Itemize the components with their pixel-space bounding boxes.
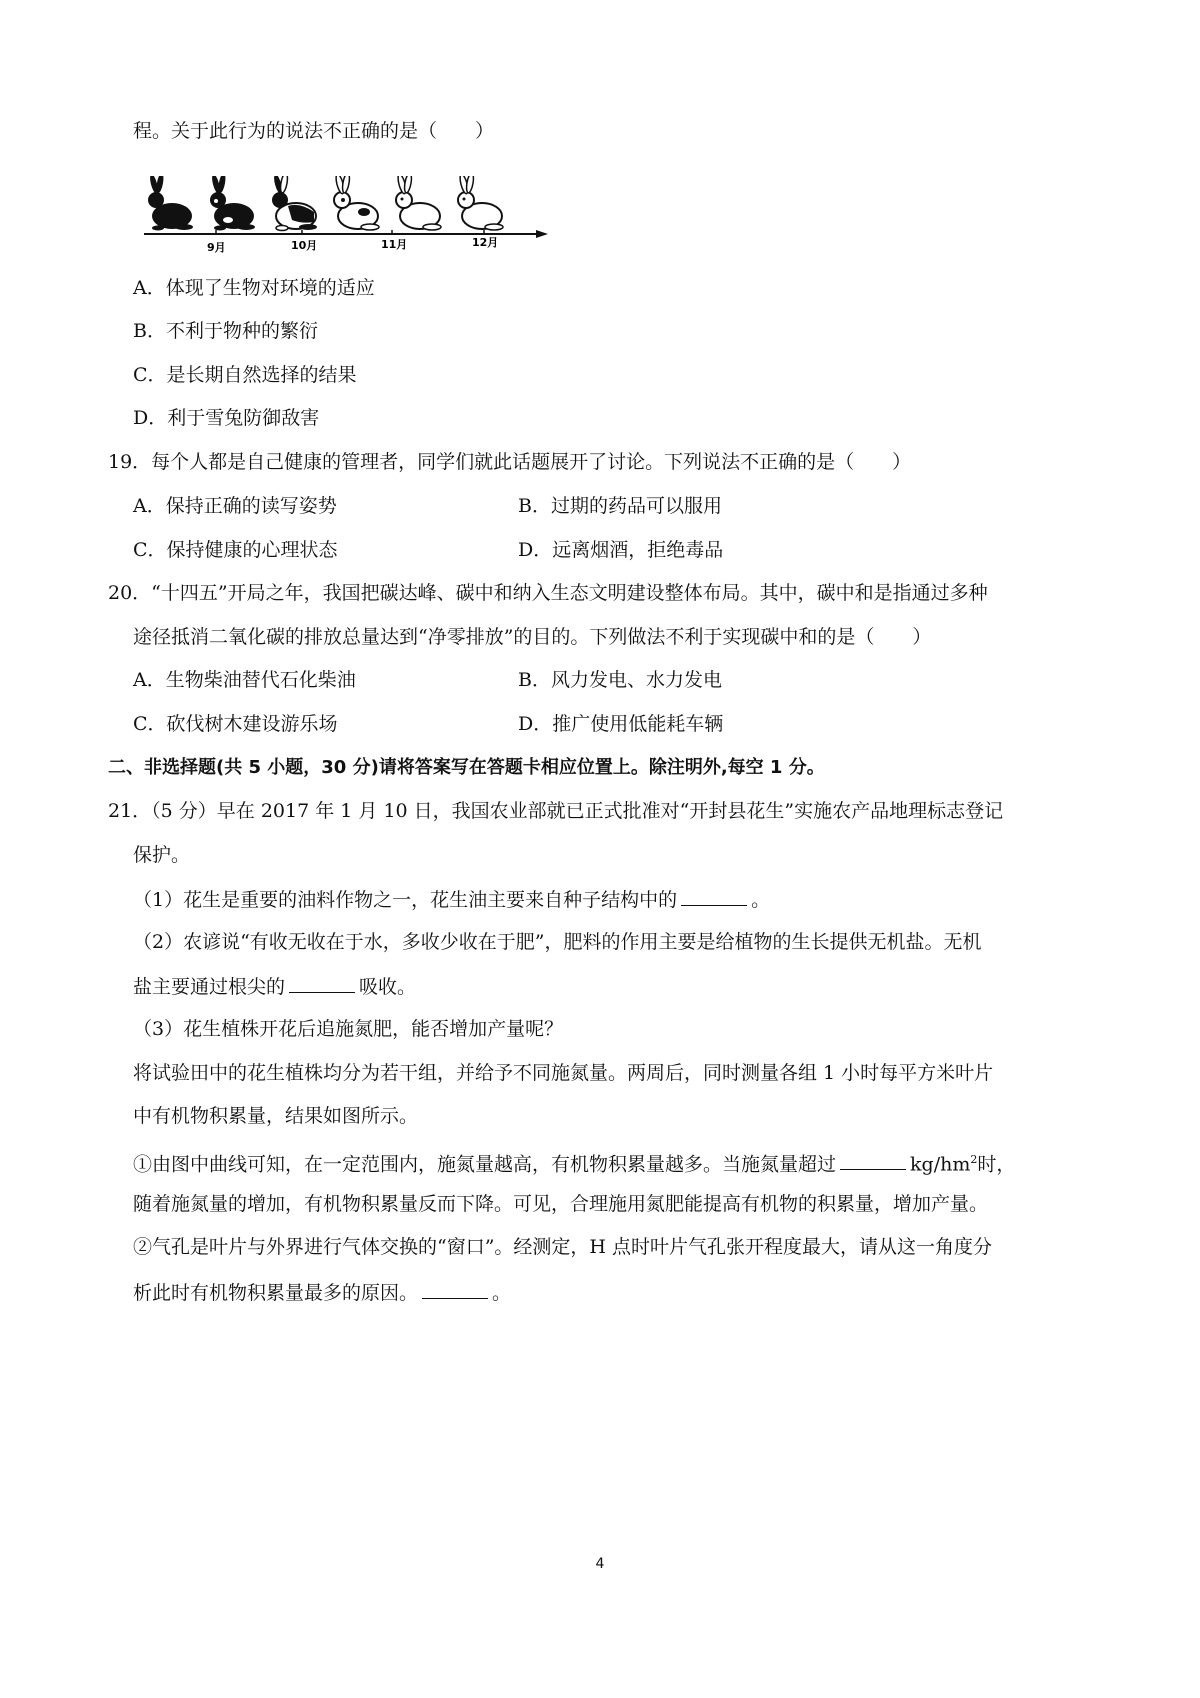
- answer-blank[interactable]: [422, 1278, 488, 1299]
- month-label: 9月: [207, 241, 226, 254]
- rabbit-sequence: [148, 176, 503, 231]
- q21-part1-end: 。: [751, 889, 771, 911]
- q19-option-a: A．保持正确的读写姿势: [133, 495, 337, 517]
- section-2-heading: 二、非选择题(共 5 小题，30 分)请将答案写在答题卡相应位置上。除注明外,每空 1 分。: [108, 757, 825, 778]
- q21-unit: kg/hm: [910, 1153, 971, 1176]
- time-axis-arrow-icon: [536, 230, 548, 238]
- q20-stem-line1: 20．“十四五”开局之年，我国把碳达峰、碳中和纳入生态文明建设整体布局。其中，碳中和是指通过多种: [108, 582, 988, 604]
- q18-stem-tail: 程。关于此行为的说法不正确的是（ ）: [133, 120, 495, 142]
- q19-stem: 19．每个人都是自己健康的管理者，同学们就此话题展开了讨论。下列说法不正确的是（ ）: [108, 451, 912, 473]
- q19-option-d: D．远离烟酒，拒绝毒品: [518, 539, 724, 561]
- month-label: 12月: [472, 236, 499, 249]
- month-label: 11月: [381, 238, 408, 251]
- q21-part2-end: 吸收。: [359, 976, 417, 998]
- q21-experiment-line2: 中有机物积累量，结果如图所示。: [133, 1105, 419, 1127]
- q21-unit-exponent: 2: [970, 1153, 978, 1166]
- q20-stem-line2: 途径抵消二氧化碳的排放总量达到“净零排放”的目的。下列做法不利于实现碳中和的是（ ）: [133, 626, 932, 648]
- q21-experiment-line1: 将试验田中的花生植株均分为若干组，并给予不同施氮量。两周后，同时测量各组 1 小时每平方米叶片: [133, 1062, 994, 1084]
- q21-sub1-end: 时，: [977, 1153, 1016, 1176]
- q20-option-c: C．砍伐树木建设游乐场: [133, 713, 338, 735]
- q21-sub1-line1: [133, 1147, 1015, 1177]
- rabbit-dark-spotted-icon: [210, 176, 255, 231]
- q18-option-d: D．利于雪兔防御敌害: [133, 407, 320, 429]
- rabbit-light-spotted-icon: [334, 176, 379, 230]
- rabbit-mixed-icon: [272, 176, 317, 231]
- q21-part3: （3）花生植株开花后追施氮肥，能否增加产量呢？: [133, 1018, 564, 1040]
- q21-sub2-text: 析此时有机物积累量最多的原因。: [133, 1282, 419, 1304]
- q18-option-a: A．体现了生物对环境的适应: [133, 277, 375, 299]
- q20-option-d: D．推广使用低能耗车辆: [518, 713, 724, 735]
- answer-blank[interactable]: [840, 1149, 906, 1170]
- rabbit-white-icon: [458, 176, 503, 230]
- page-number: 4: [595, 1556, 605, 1572]
- answer-blank[interactable]: [289, 972, 355, 993]
- q18-option-b: B．不利于物种的繁衍: [133, 320, 318, 342]
- rabbit-coat-change-figure: [144, 176, 554, 256]
- answer-blank[interactable]: [681, 885, 747, 906]
- month-label: 10月: [291, 239, 318, 252]
- q19-option-c: C．保持健康的心理状态: [133, 539, 338, 561]
- q21-part2-text: 盐主要通过根尖的: [133, 976, 286, 998]
- q21-stem-line2: 保护。: [133, 844, 191, 866]
- q21-sub2-line1: ②气孔是叶片与外界进行气体交换的“窗口”。经测定，H 点时叶片气孔张开程度最大，请从这一角度分: [133, 1236, 993, 1258]
- q20-option-a: A．生物柴油替代石化柴油: [133, 669, 356, 691]
- q20-option-b: B．风力发电、水力发电: [518, 669, 722, 691]
- q21-sub2-end: 。: [492, 1282, 512, 1304]
- rabbit-white-icon: [396, 176, 441, 230]
- q21-part1: [133, 885, 770, 913]
- rabbit-black-icon: [148, 176, 193, 231]
- q21-part2-line1: （2）农谚说“有收无收在于水，多收少收在于肥”，肥料的作用主要是给植物的生长提供无机盐。无机: [133, 931, 982, 953]
- q19-option-b: B．过期的药品可以服用: [518, 495, 722, 517]
- q21-sub2-line2: [133, 1278, 511, 1306]
- q21-stem-line1: 21．（5 分）早在 2017 年 1 月 10 日，我国农业部就已正式批准对“开封县花生”实施农产品地理标志登记: [108, 800, 1004, 822]
- q18-option-c: C．是长期自然选择的结果: [133, 364, 357, 386]
- q21-part2-line2: [133, 972, 416, 1000]
- q21-part1-text: （1）花生是重要的油料作物之一，花生油主要来自种子结构中的: [133, 889, 678, 911]
- q21-sub1-line2: 随着施氮量的增加，有机物积累量反而下降。可见，合理施用氮肥能提高有机物的积累量，增加产量。: [133, 1193, 989, 1215]
- q21-sub1-text: ①由图中曲线可知，在一定范围内，施氮量越高，有机物积累量越多。当施氮量超过: [133, 1153, 837, 1176]
